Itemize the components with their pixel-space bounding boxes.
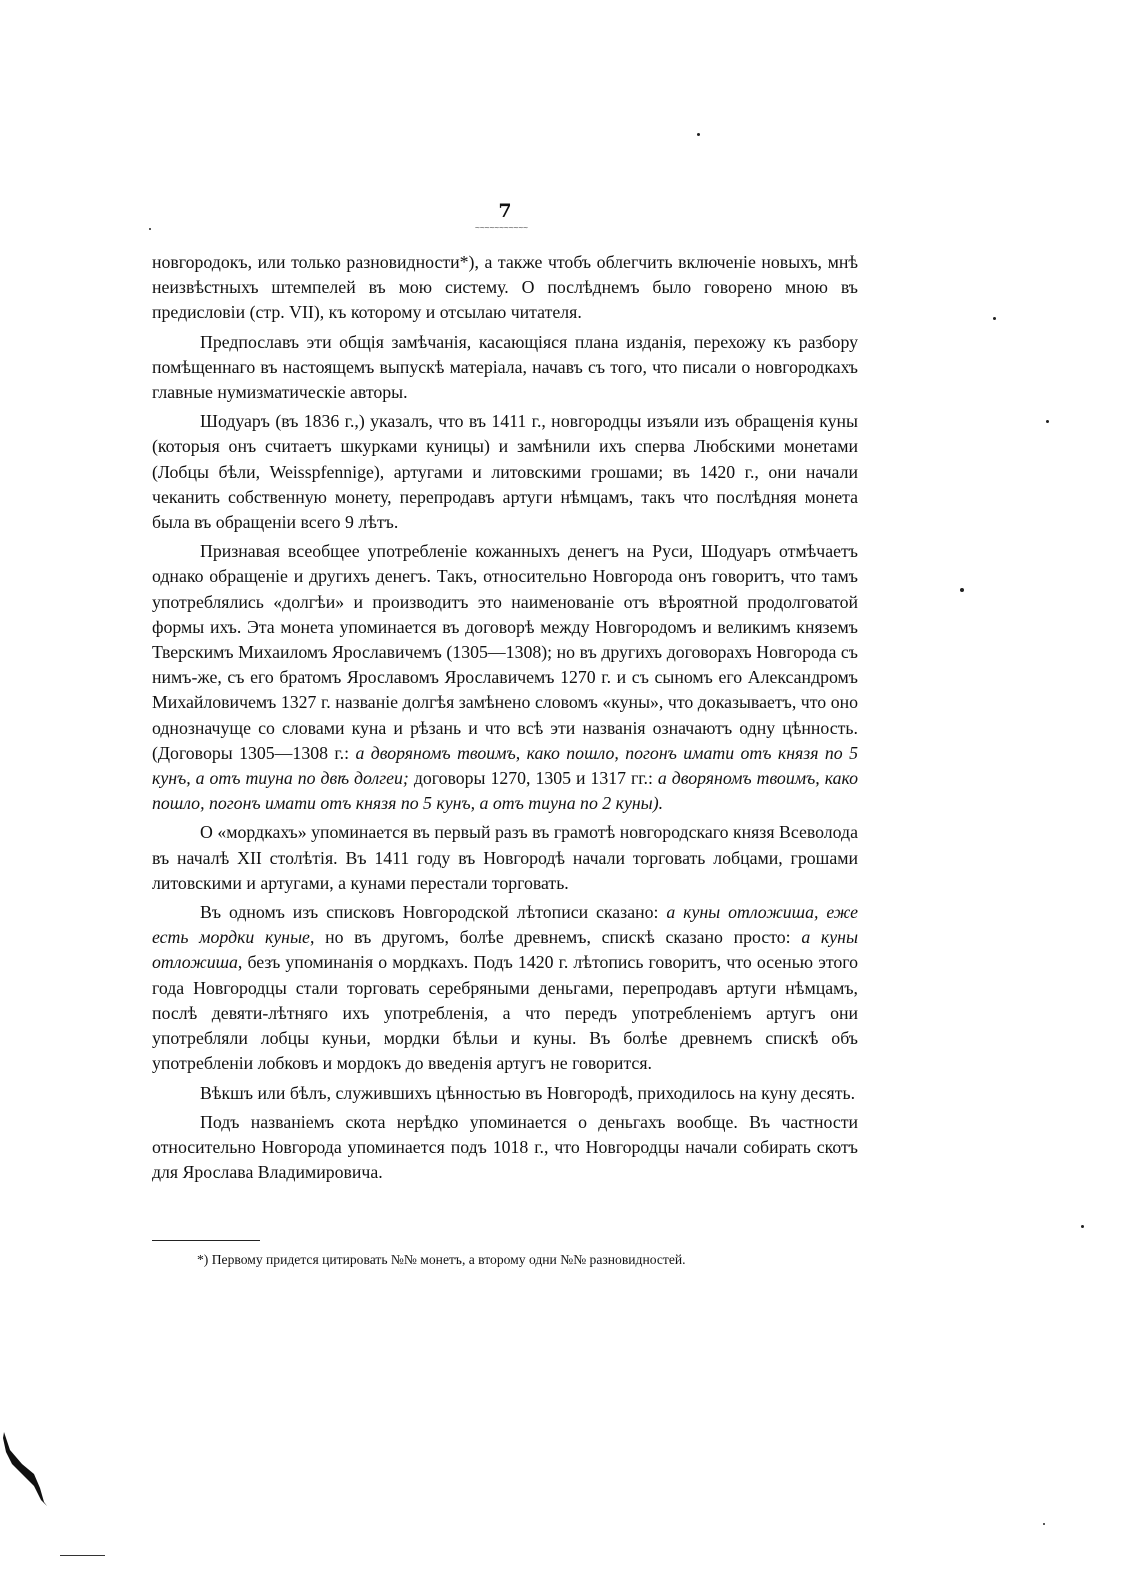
paragraph-1 <box>152 250 858 326</box>
paragraph-5 <box>152 820 858 896</box>
paragraph-7-text: Вѣкшъ или бѣлъ, служившихъ цѣнностью въ Новгородѣ, приходилось на куну десять. <box>200 1082 856 1103</box>
paragraph-6-text-b: , но въ другомъ, болѣе древнемъ, спискѣ сказано просто: <box>309 927 802 948</box>
bottom-rule <box>60 1555 105 1556</box>
paragraph-2-text: Предпославъ эти общія замѣчанія, касающіяся плана изданія, перехожу къ разбору помѣщеннаго въ настоящемъ выпускѣ матеріала, начавъ съ того, что писали о новгородкахъ главные нумизматическіе авторы. <box>152 331 858 403</box>
scan-speck <box>1046 420 1049 423</box>
paragraph-6-text-c: , безъ упоминанія о мордкахъ. Подъ 1420 г. лѣтопись говоритъ, что осенью этого года Новгородцы стали торговать серебряными деньгами, перепродавъ артуги нѣмцамъ, послѣ девяти-лѣтняго ихъ употребленія, а что передъ употребленіемъ артугъ они употребляли лобцы куньи, мордки бѣльи и куны. Въ болѣе древнемъ спискѣ объ употребленіи лобковъ и мордокъ до введенія артугъ не говорится. <box>152 952 858 1074</box>
scan-speck <box>993 317 996 320</box>
body-text <box>152 250 858 1189</box>
paragraph-4-text-b: договоры 1270, 1305 и 1317 гг.: <box>408 768 658 789</box>
scan-speck <box>149 228 151 230</box>
paragraph-8-text: Подъ названіемъ скота нерѣдко упоминается о деньгахъ вообще. Въ частности относительно Новгорода упоминается подъ 1018 г., что Новгородцы начали собирать скотъ для Ярослава Владимировича. <box>152 1111 858 1183</box>
paragraph-5-text: О «мордкахъ» упоминается въ первый разъ въ грамотѣ новгородскаго князя Всеволода въ началѣ XII столѣтія. Въ 1411 году въ Новгородѣ начали торговать лобцами, грошами литовскими и артугами, а кунами перестали торговать. <box>152 822 858 893</box>
scan-speck <box>960 588 964 592</box>
paragraph-4-quote-1: а дворяномъ твоимъ, како пошло, погонъ имати отъ князя по 5 кунъ, а отъ тиуна по двѣ долгеи; <box>152 742 858 789</box>
scan-speck <box>1043 1523 1045 1525</box>
paragraph-4 <box>152 539 858 816</box>
paragraph-4-text-a: Признавая всеобщее употребленіе кожанныхъ денегъ на Руси, Шодуаръ отмѣчаетъ однако обращеніе и другихъ денегъ. Такъ, относительно Новгорода онъ говоритъ, что тамъ употреблялись «долгѣи» и производитъ это наименованіе отъ вѣроятной продолговатой формы ихъ. Эта монета упоминается въ договорѣ между Новгородомъ и великимъ княземъ Тверскимъ Михаиломъ Ярославичемъ (1305—1308); но въ другихъ договорахъ Новгорода съ нимъ-же, съ его братомъ Ярославомъ Ярославичемъ 1270 г. и съ сыномъ его Александромъ Михайловичемъ 1327 г. названіе долгѣя замѣнено словомъ «куны», что доказываетъ, что оно однозначуще со словами куна и рѣзань и что всѣ эти названія означаютъ одну цѣнность. (Договоры 1305—1308 г.: <box>152 541 858 763</box>
scan-speck <box>697 133 700 136</box>
paragraph-6-text-a: Въ одномъ изъ списковъ Новгородской лѣтописи сказано: <box>200 902 667 923</box>
paragraph-1-text: новгородокъ, или только разновидности*), а также чтобъ облегчить включеніе новыхъ, мнѣ неизвѣстныхъ штемпелей въ мою систему. О послѣднемъ было говорено мною въ предисловіи (стр. VII), къ которому и отсылаю читателя. <box>152 252 858 323</box>
paragraph-2 <box>152 330 858 406</box>
paragraph-3-text: Шодуаръ (въ 1836 г.,) указалъ, что въ 1411 г., новгородцы изъяли изъ обращенія куны (которыя онъ считаетъ шкурками куницы) и замѣнили ихъ сперва Любскими монетами (Лобцы бѣли, Weisspfennige), артугами и литовскими грошами; въ 1420 г., они начали чеканить собственную монету, перепродавъ артуги нѣмцамъ, такъ что послѣдняя монета была въ обращеніи всего 9 лѣтъ. <box>152 411 858 533</box>
scan-speck <box>1081 1225 1084 1228</box>
paragraph-3 <box>152 409 858 535</box>
footnote: *) Первому придется цитировать №№ монетъ, а второму одни №№ разновидностей. <box>197 1252 686 1267</box>
paragraph-6 <box>152 900 858 1076</box>
scan-edge-mark <box>0 1430 60 1510</box>
footnote-rule <box>152 1240 260 1241</box>
paragraph-7 <box>152 1081 858 1106</box>
page-number-ornament: ~~~~~~~~~~~ <box>475 223 528 232</box>
paragraph-4-quote-2: а дворяномъ твоимъ, како пошло, погонъ имати отъ князя по 5 кунъ, а отъ тиуна по 2 куны). <box>152 768 858 814</box>
page-number: 7 <box>498 200 512 222</box>
paragraph-6-quote-1: а куны отложиша, еже есть мордки куные <box>152 902 858 948</box>
paragraph-6-quote-2: а куны отложиша <box>152 927 858 973</box>
paragraph-8 <box>152 1110 858 1186</box>
